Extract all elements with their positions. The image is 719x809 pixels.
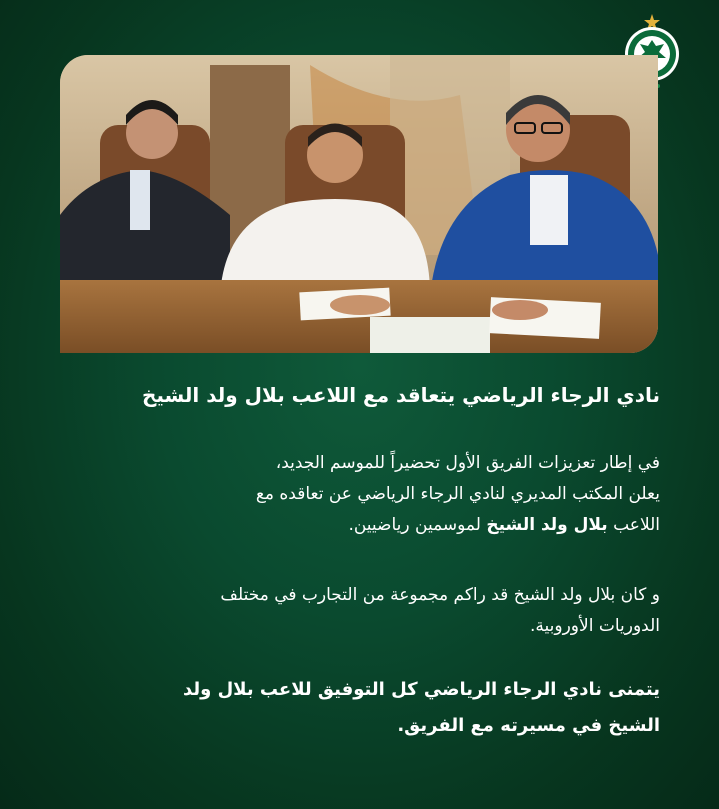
paragraph1-line2: يعلن المكتب المديري لنادي الرجاء الرياضي عن تعاقده مع (255, 484, 660, 504)
paragraph-signing (58, 448, 660, 541)
paragraph-wishes (58, 672, 660, 744)
paragraph1-line3-pre: اللاعب (607, 515, 660, 535)
signing-photo (60, 55, 658, 353)
paragraph1-line3 (58, 510, 660, 541)
player-name: بلال ولد الشيخ (486, 515, 608, 535)
paragraph1-line3-post: لموسمين رياضيين. (348, 515, 487, 535)
paragraph-experience (58, 580, 660, 642)
signing-photo-illustration (60, 55, 658, 353)
paragraph3-line1: يتمنى نادي الرجاء الرياضي كل التوفيق للاعب بلال ولد (182, 679, 660, 700)
headline: نادي الرجاء الرياضي يتعاقد مع اللاعب بلال ولد الشيخ (141, 383, 660, 407)
paragraph2-line1: و كان بلال ولد الشيخ قد راكم مجموعة من التجارب في مختلف (220, 585, 660, 605)
paragraph1-line1: في إطار تعزيزات الفريق الأول تحضيراً للموسم الجديد، (275, 453, 660, 473)
announcement-text (58, 380, 660, 736)
paragraph2-line2: الدوريات الأوروبية. (530, 616, 660, 636)
paragraph3-line2: الشيخ في مسيرته مع الفريق. (397, 715, 660, 736)
